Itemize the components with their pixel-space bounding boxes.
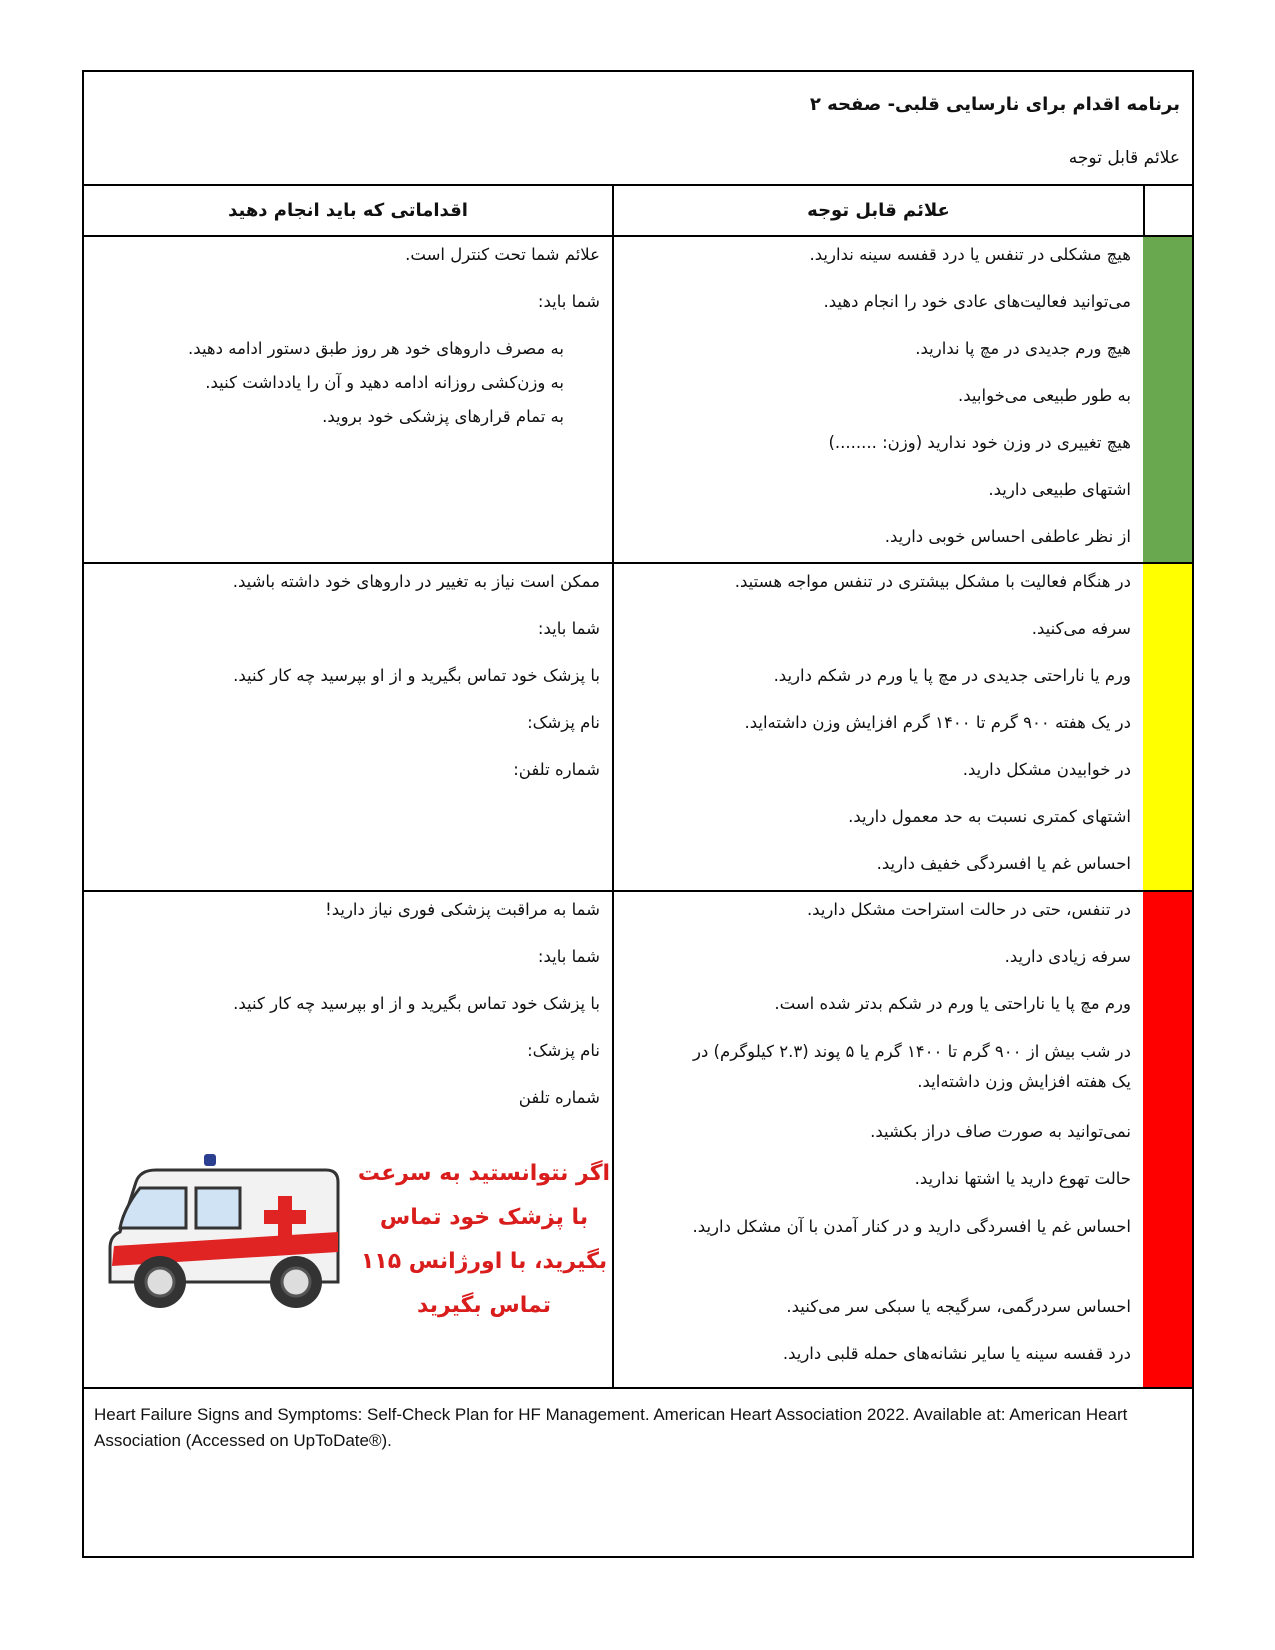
list-item: سرفه زیادی دارید. [1004,947,1131,966]
you-should-label: شما باید: [537,947,600,966]
status-text: علائم شما تحت کنترل است. [405,245,600,264]
list-item: از نظر عاطفی احساس خوبی دارید. [884,527,1131,546]
status-text: ممکن است نیاز به تغییر در داروهای خود داشته باشید. [232,572,600,591]
green-signs-cell [614,237,1143,562]
citation-footer: Heart Failure Signs and Symptoms: Self-Check Plan for HF Management. American Heart Association 2022. Available at: American Heart Association (Accessed on UpToDate®). [94,1405,1128,1450]
list-item: اشتهای طبیعی دارید. [988,480,1131,499]
list-item: به مصرف داروهای خود هر روز طبق دستور ادامه دهید. [188,339,564,358]
status-text: شما به مراقبت پزشکی فوری نیاز دارید! [325,900,600,919]
call-doctor-text: با پزشک خود تماس بگیرید و از او بپرسید چه کار کنید. [233,666,600,685]
list-item: ورم یا ناراحتی جدیدی در مچ پا یا ورم در شکم دارید. [773,666,1131,685]
list-item: هیچ ورم جدیدی در مچ پا ندارید. [915,339,1131,358]
green-actions-cell [84,237,612,562]
header-divider [84,184,1192,186]
list-item: نمی‌توانید به صورت صاف دراز بکشید. [870,1122,1131,1141]
ambulance-icon [106,1152,350,1318]
list-item: در شب بیش از ۹۰۰ گرم تا ۱۴۰۰ گرم یا ۵ پوند (۲.۳ کیلوگرم) در یک هفته افزایش وزن داشته‌اید. [693,1042,1131,1091]
signs-column-header: علائم قابل توجه [807,200,950,221]
page-subtitle: علائم قابل توجه [1068,148,1180,168]
list-item: می‌توانید فعالیت‌های عادی خود را انجام دهید. [823,292,1131,311]
list-item: در یک هفته ۹۰۰ گرم تا ۱۴۰۰ گرم افزایش وزن داشته‌اید. [744,713,1131,732]
you-should-label: شما باید: [537,292,600,311]
list-item: ورم مچ پا یا ناراحتی یا ورم در شکم بدتر شده است. [774,994,1131,1013]
list-item: به طور طبیعی می‌خوابید. [958,386,1131,405]
you-should-label: شما باید: [537,619,600,638]
red-zone-band [1143,892,1192,1387]
list-item: در هنگام فعالیت با مشکل بیشتری در تنفس مواجه هستید. [734,572,1131,591]
page-title: برنامه اقدام برای نارسایی قلبی- صفحه ۲ [809,94,1180,115]
list-item: اشتهای کمتری نسبت به حد معمول دارید. [848,807,1131,826]
list-item: به تمام قرارهای پزشکی خود بروید. [322,407,564,426]
table-bottom-divider [84,1387,1192,1389]
list-item: احساس غم یا افسردگی دارید و در کنار آمدن با آن مشکل دارید. [692,1217,1131,1236]
list-item: سرفه می‌کنید. [1031,619,1131,638]
doctor-name-label: نام پزشک: [527,713,600,732]
list-item: درد قفسه سینه یا سایر نشانه‌های حمله قلبی دارید. [782,1344,1131,1363]
list-item: در تنفس، حتی در حالت استراحت مشکل دارید. [806,900,1131,919]
yellow-signs-cell [614,564,1143,890]
list-item: احساس سردرگمی، سرگیجه یا سبکی سر می‌کنید. [786,1297,1131,1316]
phone-label: شماره تلفن: [513,760,600,779]
call-doctor-text: با پزشک خود تماس بگیرید و از او بپرسید چه کار کنید. [233,994,600,1013]
red-signs-cell [614,892,1143,1387]
yellow-actions-cell [84,564,612,890]
list-item: هیچ تغییری در وزن خود ندارید (وزن: ........) [828,433,1131,452]
doctor-name-label: نام پزشک: [527,1041,600,1060]
list-item: احساس غم یا افسردگی خفیف دارید. [876,854,1131,873]
list-item: در خوابیدن مشکل دارید. [962,760,1131,779]
emergency-alert: اگر نتوانستید به سرعت با پزشک خود تماس بگیرید، با اورژانس ۱۱۵ تماس بگیرید [357,1161,611,1318]
yellow-zone-band [1143,564,1192,890]
list-item: به وزن‌کشی روزانه ادامه دهید و آن را یادداشت کنید. [205,373,564,392]
list-item: حالت تهوع دارید یا اشتها ندارید. [914,1169,1131,1188]
phone-label: شماره تلفن [518,1088,600,1107]
actions-column-header: اقداماتی که باید انجام دهید [228,200,468,221]
green-zone-band [1143,237,1192,562]
list-item: هیچ مشکلی در تنفس یا درد قفسه سینه ندارید. [809,245,1131,264]
action-plan-document [82,70,1194,1558]
